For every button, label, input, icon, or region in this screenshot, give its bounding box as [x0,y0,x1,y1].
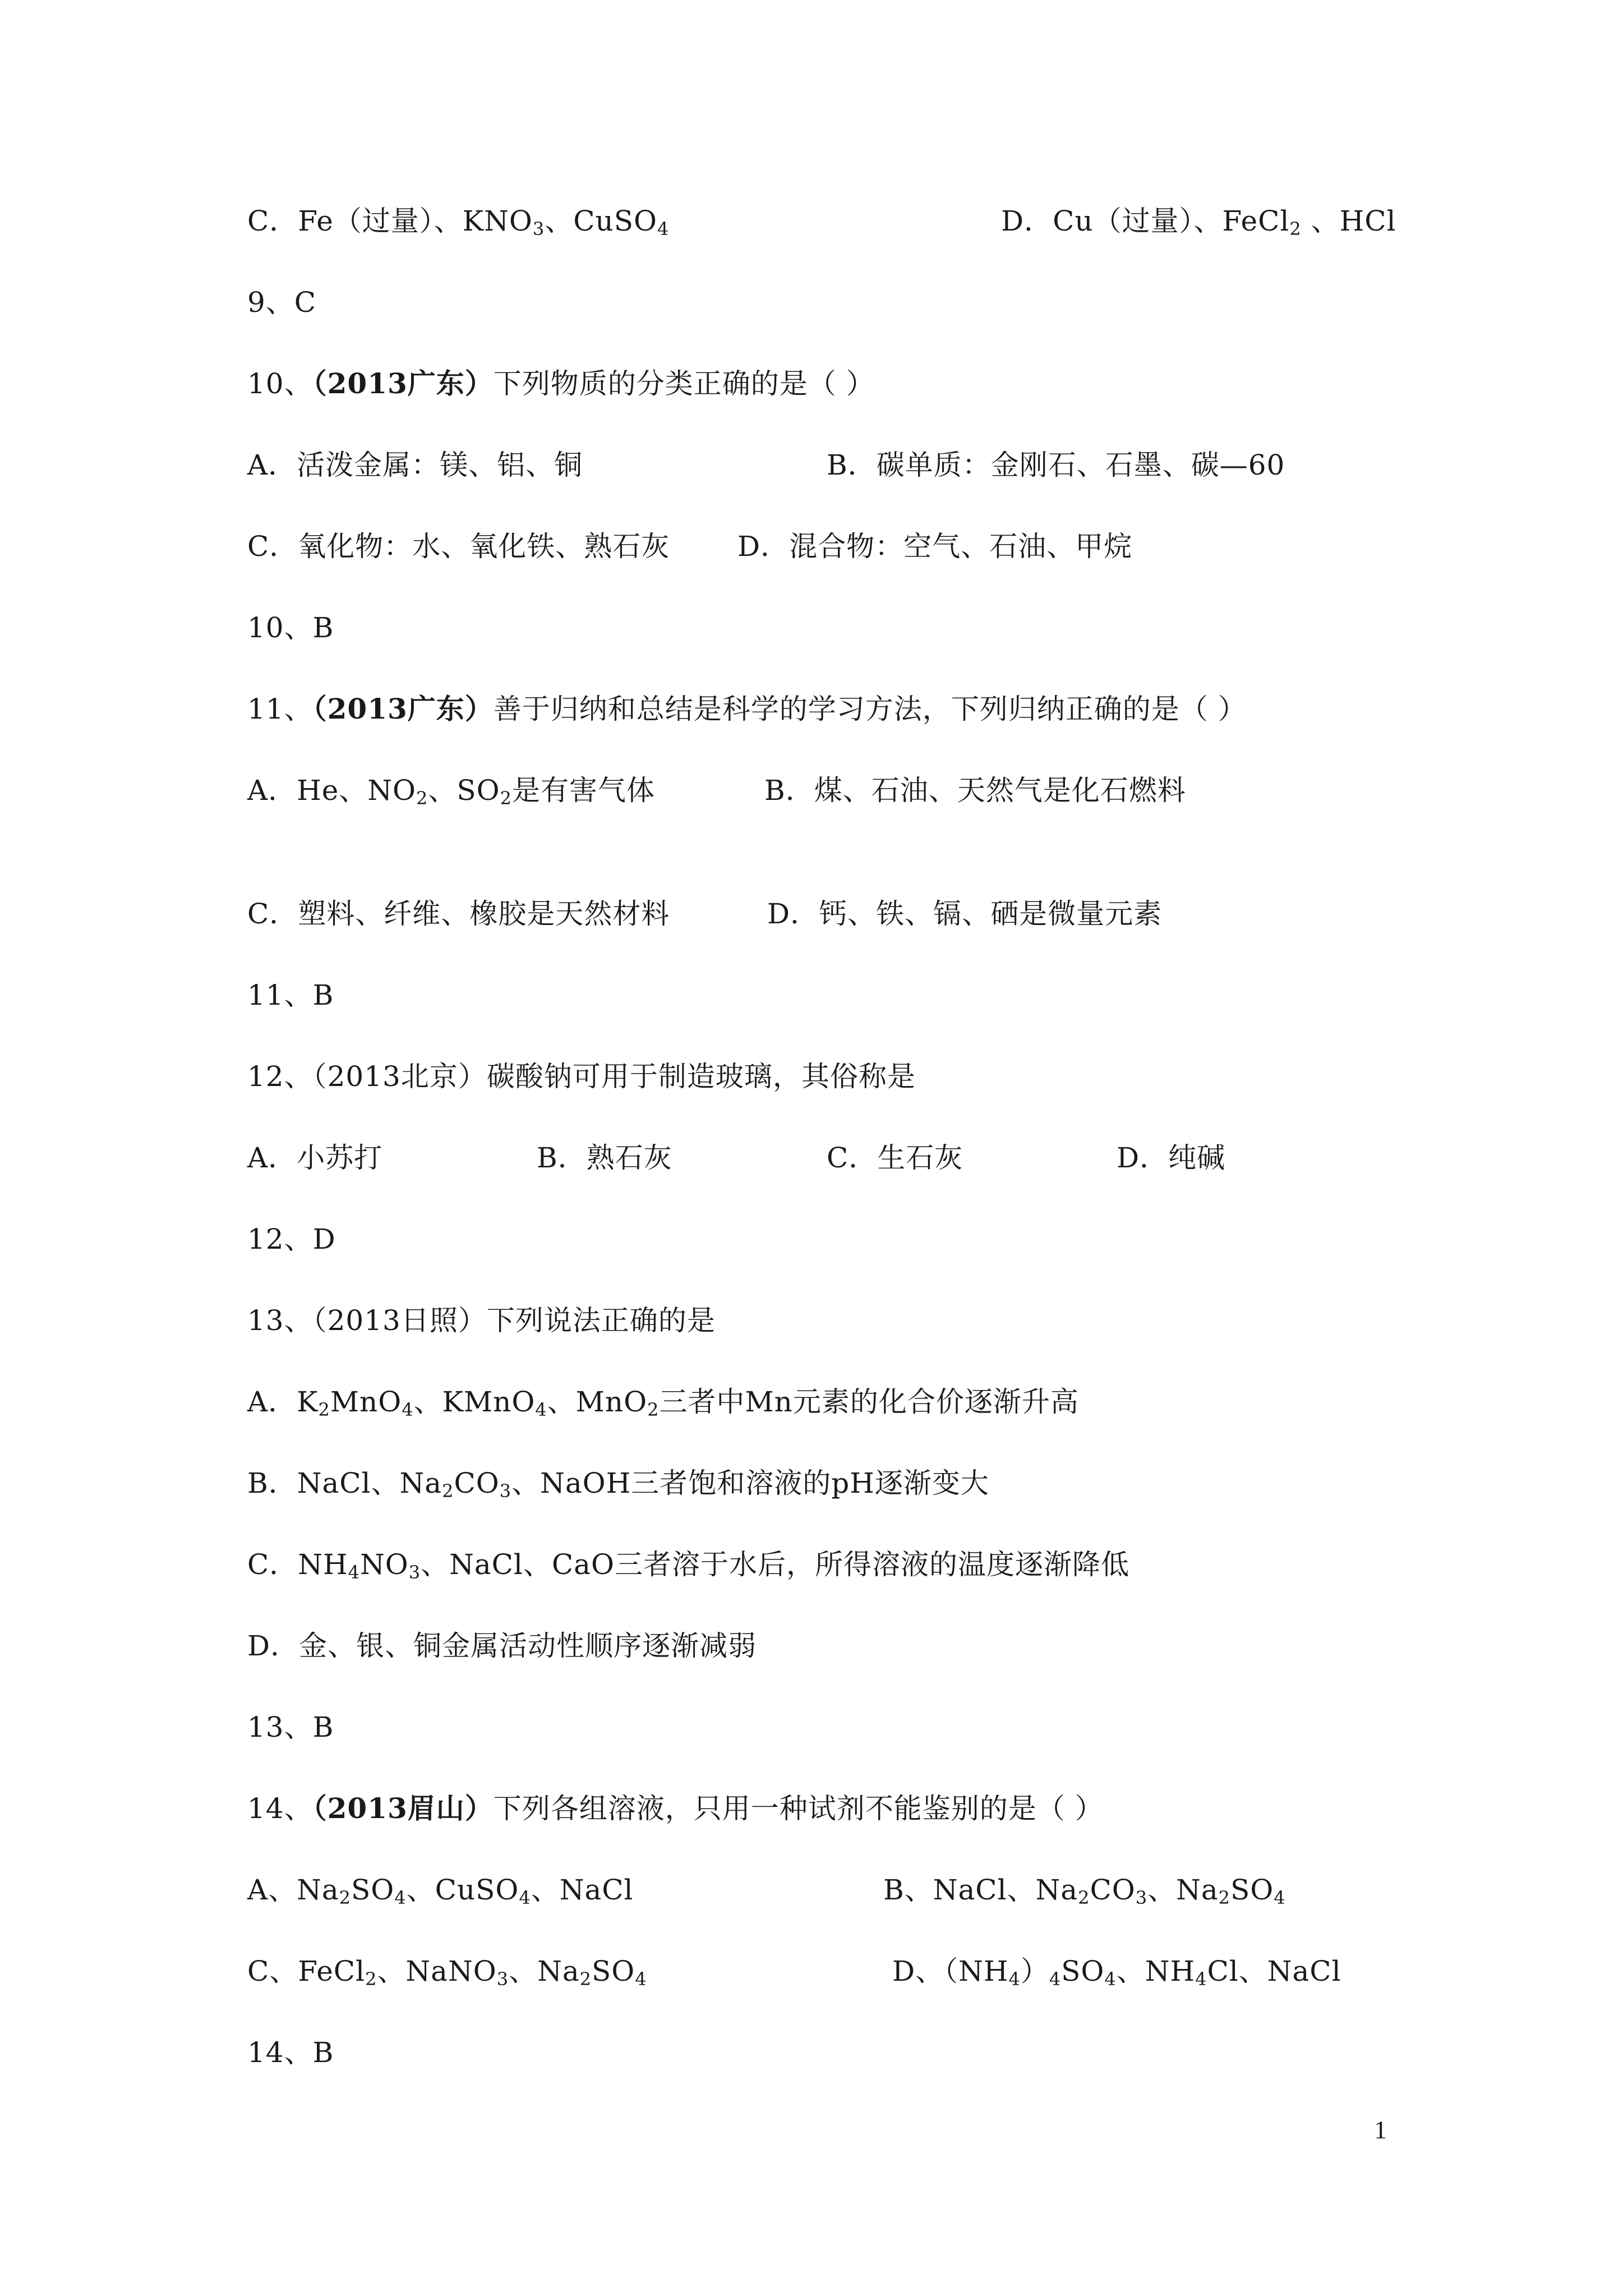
q13-option-a: A．$K_2MnO_4$、KMnO$_4$、MnO$_2$三者中Mn元素的化合价逐渐升高 [247,1386,1079,1420]
q13-option-c: C．$NH_4NO_3$、NaCl、CaO三者溶于水后，所得溶液的温度逐渐降低 [247,1548,1129,1583]
q11-option-c: C．塑料、纤维、橡胶是天然材料 [247,898,670,930]
question-10-stem: 10、（2013广东）下列物质的分类正确的是（ ） [247,367,875,400]
question-12-stem: 12、（2013北京）碳酸钠可用于制造玻璃，其俗称是 [247,1060,916,1093]
q10-option-a: A．活泼金属：镁、铝、铜 [247,449,583,481]
q14-option-a: A、$Na_2SO_4$、CuSO$_4$、NaCl [247,1874,634,1908]
answer-9: 9、C [247,286,317,319]
answer-12: 12、D [247,1223,336,1255]
q12-option-a: A．小苏打 [247,1142,383,1174]
answer-10: 10、B [247,611,334,644]
q11-option-d: D．钙、铁、镉、硒是微量元素 [767,898,1163,930]
question-source: （2013眉山） [312,1792,494,1825]
question-14-stem: 14、（2013眉山）下列各组溶液，只用一种试剂不能鉴别的是（ ） [247,1792,1104,1825]
q11-option-a: A．He、$NO_2$、$SO_2$是有害气体 [247,774,656,809]
q12-option-c: C．生石灰 [827,1142,963,1174]
answer-14: 14、B [247,2036,334,2069]
q10-option-d: D．混合物：空气、石油、甲烷 [737,530,1133,563]
answer-13: 13、B [247,1711,334,1743]
q14-option-b: B、NaCl、$Na_2CO_3$、$Na_2SO_4$ [883,1874,1286,1908]
answer-11: 11、B [247,979,334,1011]
question-13-stem: 13、（2013日照）下列说法正确的是 [247,1304,716,1337]
q10-option-b: B．碳单质：金刚石、石墨、碳—60 [827,449,1285,481]
q10-option-c: C．氧化物：水、氧化铁、熟石灰 [247,530,670,563]
page-number: 1 [1374,2115,1387,2144]
q14-option-c: C、FeCl$_2$、NaNO$_3$、$Na_2SO_4$ [247,1955,647,1990]
question-source: （2013广东） [312,692,494,725]
question-11-stem: 11、（2013广东）善于归纳和总结是科学的学习方法，下列归纳正确的是（ ） [247,692,1247,725]
q13-option-b: B．NaCl、$Na_2CO_3$、NaOH三者饱和溶液的pH逐渐变大 [247,1467,989,1502]
q8-option-c: C．Fe（过量）、$KNO_3$、CuSO$_4$ [247,205,670,240]
q14-option-d: D、$(NH_4)_4SO_4$、$NH_4Cl$、NaCl [892,1955,1341,1990]
q8-option-d: D．Cu（过量）、FeCl$_2$ 、HCl [1001,205,1396,240]
q12-option-d: D．纯碱 [1117,1142,1226,1174]
q12-option-b: B．熟石灰 [537,1142,672,1174]
question-source: （2013广东） [312,367,494,400]
q11-option-b: B．煤、石油、天然气是化石燃料 [764,774,1186,807]
q13-option-d: D．金、银、铜金属活动性顺序逐渐减弱 [247,1630,757,1662]
